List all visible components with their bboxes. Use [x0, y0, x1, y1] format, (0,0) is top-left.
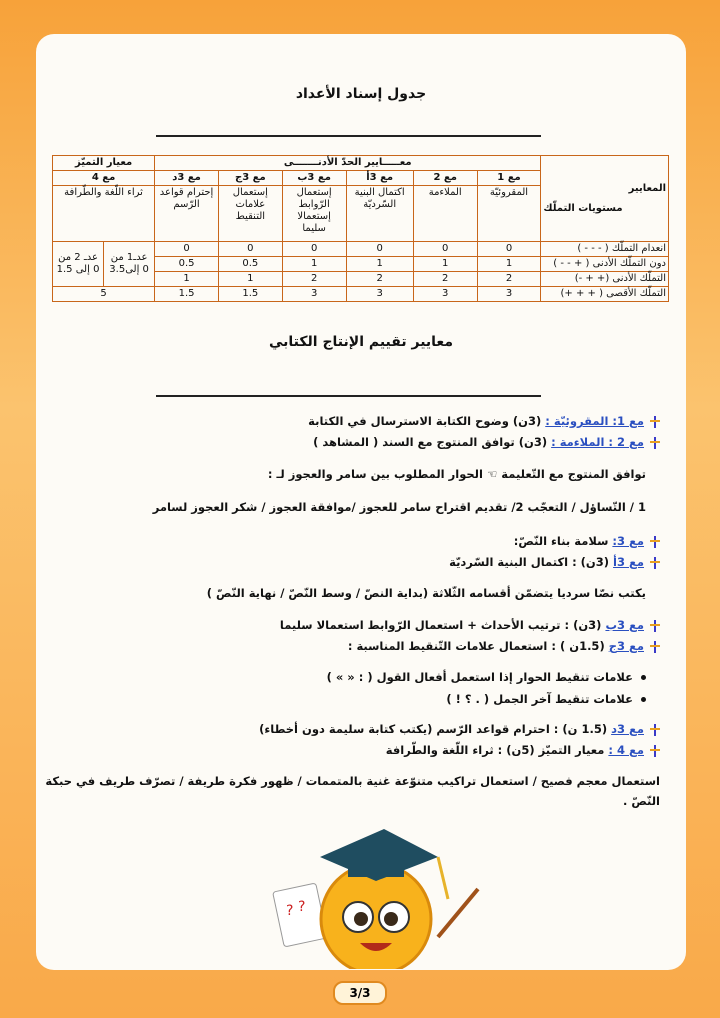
score-cell: 2 — [413, 272, 477, 287]
level-cell: التملّك الأقصى ( + + +) — [541, 287, 669, 302]
bullet-icon — [650, 641, 660, 653]
name-cell: المقروئيّة — [477, 186, 541, 242]
min-criteria-header: معـــــايير الحدّ الأدنـــــــى — [155, 156, 541, 171]
line: علامات تنقيط الحوار إذا استعمل أفعال القول ( : « » ) — [327, 670, 646, 684]
line: استعمال معجم فصيح / استعمال تراكيب متنوّعة غنية بالمتممات / ظهور فكرة طريفة / تصرّف طريف في حبكة — [45, 774, 660, 788]
line: مع 3ج (1.5ن ) : استعمال علامات التّنقيط المناسبة : — [348, 639, 660, 653]
name-cell: الملاءمة — [413, 186, 477, 242]
score-cell: 1 — [477, 257, 541, 272]
code-cell: مع 3د — [155, 171, 219, 186]
line: مع 3أ (3ن) : اكتمال البنية السّرديّة — [449, 555, 660, 569]
line: مع 3ب (3ن) : ترتيب الأحداث + استعمال الرّوابط استعمالا سليما — [280, 618, 660, 632]
graduate-mascot-icon — [268, 819, 488, 969]
code-cell: مع 2 — [413, 171, 477, 186]
code-cell: مع 4 — [53, 171, 155, 186]
score-cell: 0 — [346, 242, 413, 257]
score-cell: 3 — [346, 287, 413, 302]
line: مع 3: سلامة بناء النّصّ: — [514, 534, 660, 548]
page-title: جدول إسناد الأعداد — [295, 86, 427, 102]
score-cell: 1 — [155, 272, 219, 287]
line: مع 2 : الملاءمة : (3ن) توافق المنتوج مع السند ( المشاهد ) — [313, 435, 660, 449]
score-cell: 1.5 — [218, 287, 282, 302]
excellence-a: عدـ1 من 0 إلى3.5 — [104, 242, 155, 287]
excellence-total: 5 — [53, 287, 155, 302]
name-cell: إحترام قواعد الرّسم — [155, 186, 219, 242]
line: علامات تنقيط آخر الجمل ( . ؟ ! ) — [446, 692, 646, 706]
svg-text:?: ? — [286, 903, 294, 919]
code-cell: مع 3أ — [346, 171, 413, 186]
divider — [156, 135, 541, 137]
score-cell: 1 — [346, 257, 413, 272]
line: النّصّ . — [622, 794, 660, 808]
bullet-icon — [650, 437, 660, 449]
score-cell: 3 — [413, 287, 477, 302]
score-cell: 0 — [155, 242, 219, 257]
dot-icon — [641, 675, 646, 680]
criteria-header: المعايير مستويات التملّك — [541, 156, 669, 242]
line: مع 1: المقروئيّة : (3ن) وضوح الكتابة الاسترسال في الكتابة — [308, 414, 660, 428]
score-cell: 1 — [282, 257, 346, 272]
score-cell: 3 — [477, 287, 541, 302]
score-cell: 0.5 — [218, 257, 282, 272]
code-cell: مع 3ج — [218, 171, 282, 186]
score-cell: 0.5 — [155, 257, 219, 272]
line: مع 3د (1.5 ن) : احترام قواعد الرّسم (يكتب كتابة سليمة دون أخطاء) — [259, 722, 660, 736]
name-cell: إستعمال علامات التنقيط — [218, 186, 282, 242]
section-subtitle: معايير تقييم الإنتاج الكتابي — [268, 334, 453, 350]
score-cell: 0 — [477, 242, 541, 257]
name-cell: اكتمال البنية السّرديّة — [346, 186, 413, 242]
bullet-icon — [650, 557, 660, 569]
page-card — [36, 34, 686, 970]
line: 1 / التّساؤل / التعجّب 2/ تقديم اقتراح سامر للعجوز /موافقة العجوز / شكر العجوز لسامر — [152, 500, 646, 514]
score-cell: 2 — [282, 272, 346, 287]
level-cell: دون التملّك الأدنى ( + - - ) — [541, 257, 669, 272]
page-number: 3/3 — [333, 981, 387, 1005]
score-cell: 0 — [413, 242, 477, 257]
level-cell: انعدام التملّك ( - - - ) — [541, 242, 669, 257]
code-cell: مع 1 — [477, 171, 541, 186]
excellence-header: معيار التميّز — [53, 156, 155, 171]
line: توافق المنتوج مع التّعليمة ☜ الحوار المطلوب بين سامر والعجوز لـ : — [267, 467, 646, 481]
divider — [156, 395, 541, 397]
score-cell: 2 — [346, 272, 413, 287]
bullet-icon — [650, 536, 660, 548]
score-cell: 3 — [282, 287, 346, 302]
code-cell: مع 3ب — [282, 171, 346, 186]
excellence-b: عدـ 2 من 0 إلى 1.5 — [53, 242, 104, 287]
score-cell: 1 — [413, 257, 477, 272]
bullet-icon — [650, 620, 660, 632]
score-cell: 0 — [218, 242, 282, 257]
line: يكتب نصّا سرديا يتضمّن أقسامه الثّلاثة (بداية النصّ / وسط النّصّ / نهاية النّصّ ) — [206, 586, 646, 600]
name-cell: إستعمال الرّوابط إستعمالا سليما — [282, 186, 346, 242]
score-cell: 2 — [477, 272, 541, 287]
name-cell: ثراء اللّغة والطّرافة — [53, 186, 155, 242]
line: مع 4 : معيار التميّز (5ن) : ثراء اللّغة والطّرافة — [386, 743, 660, 757]
dot-icon — [641, 697, 646, 702]
bullet-icon — [650, 724, 660, 736]
score-cell: 1 — [218, 272, 282, 287]
score-cell: 1.5 — [155, 287, 219, 302]
bullet-icon — [650, 745, 660, 757]
level-cell: التملّك الأدنى (+ + -) — [541, 272, 669, 287]
svg-text:?: ? — [298, 899, 306, 915]
bullet-icon — [650, 416, 660, 428]
score-cell: 0 — [282, 242, 346, 257]
scoring-table — [52, 155, 669, 302]
